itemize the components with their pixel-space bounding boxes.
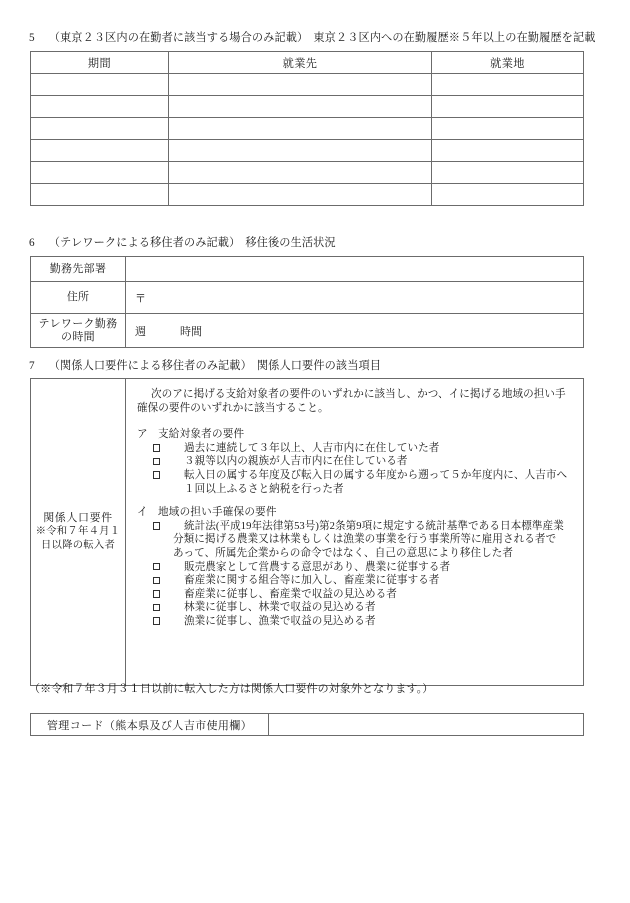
table-row [31,379,584,686]
label-telework-hours-line1: テレワーク勤務 [38,317,118,330]
list-item[interactable] [137,615,573,629]
kankei-label-sub-line1: ※令和７年４月１ [35,526,121,537]
table-row [31,118,584,140]
column-header-workplace: 就業地 [432,52,584,74]
list-item[interactable] [137,455,573,469]
group-b-mark: イ [137,507,148,519]
value-admin-code[interactable] [269,714,584,736]
telework-hours-prefix: 週 [135,325,146,338]
item-line: 過去に連続して３年以上、人吉市内に在住していた者 [184,442,440,454]
item-line: 統計法(平成19年法律第53号)第2条第9項に規定する統計基準である日本標準産業 [184,520,564,532]
list-item[interactable] [137,588,573,602]
group-a-checkbox-list [137,442,573,496]
work-history-table [30,51,584,206]
table-row-address [31,282,584,314]
label-telework-hours [31,314,126,348]
value-work-department[interactable] [126,257,584,282]
table-row [31,140,584,162]
checkbox-icon[interactable] [153,444,160,451]
cell-period[interactable] [31,74,169,96]
section-6-number: 6 [29,237,35,249]
section-5-paren: （東京２３区内の在勤者に該当する場合のみ記載） [48,32,309,44]
cell-workplace[interactable] [432,140,584,162]
cell-period[interactable] [31,162,169,184]
cell-workplace[interactable] [432,184,584,206]
telework-living-table [30,256,584,348]
value-telework-hours[interactable] [126,314,584,348]
kankei-requirements-body [126,379,584,686]
label-kankei-jinko-requirement [31,379,126,686]
group-b-checkbox-list [137,520,573,629]
checkbox-icon[interactable] [153,563,160,570]
label-address: 住所 [31,282,126,314]
item-line: ３親等以内の親族が人吉市内に在住している者 [184,456,408,468]
section-7-number: 7 [29,360,35,372]
value-address[interactable]: 〒 [126,282,584,314]
cell-workplace[interactable] [432,74,584,96]
table-header-row [31,52,584,74]
checkbox-icon[interactable] [153,590,160,597]
group-b-title [137,506,573,520]
label-work-department: 勤務先部署 [31,257,126,282]
table-row [31,714,584,736]
cell-workplace[interactable] [432,118,584,140]
table-row-telework-hours [31,314,584,348]
group-a-mark: ア [137,429,148,441]
section-7-title: 関係人口要件の該当項目 [256,360,382,372]
admin-code-table [30,713,584,736]
checkbox-icon[interactable] [153,458,160,465]
cell-period[interactable] [31,140,169,162]
list-item[interactable] [137,601,573,615]
cell-employer[interactable] [169,96,432,118]
cell-period[interactable] [31,96,169,118]
cell-employer[interactable] [169,74,432,96]
cell-employer[interactable] [169,184,432,206]
section-6-paren: （テレワークによる移住者のみ記載） [48,237,241,249]
table-row [31,74,584,96]
item-line: 漁業に従事し、漁業で収益の見込める者 [184,615,376,627]
group-b-title-text: 地域の担い手確保の要件 [158,507,277,519]
cell-period[interactable] [31,118,169,140]
cell-workplace[interactable] [432,162,584,184]
label-telework-hours-line2: の時間 [61,330,95,343]
cell-employer[interactable] [169,118,432,140]
label-admin-code: 管理コード（熊本県及び人吉市使用欄） [31,714,269,736]
kankei-jinko-table [30,378,584,686]
checkbox-icon[interactable] [153,577,160,584]
item-line: 転入日の属する年度及び転入日の属する年度から遡って５か年度内に、人吉市へ [184,469,568,481]
section-6-title: 移住後の生活状況 [245,237,336,249]
list-item[interactable] [137,520,573,561]
list-item[interactable] [137,561,573,575]
cell-employer[interactable] [169,162,432,184]
list-item[interactable] [137,469,573,496]
checkbox-icon[interactable] [153,522,160,529]
section-7-paren: （関係人口要件による移住者のみ記載） [48,360,252,372]
list-item[interactable] [137,442,573,456]
cell-employer[interactable] [169,140,432,162]
item-line: １回以上ふるさと納税を行った者 [184,483,344,495]
section-5-title: 東京２３区内への在勤履歴※５年以上の在勤履歴を記載 [313,32,596,44]
item-line: 分類に掲げる農業又は林業もしくは漁業の事業を行う事業所等に雇用される者で [173,534,557,546]
group-a-title-text: 支給対象者の要件 [158,429,245,441]
group-a-title [137,428,573,442]
table-row [31,184,584,206]
kankei-label-sub-line2: 日以降の転入者 [40,540,116,551]
checkbox-icon[interactable] [153,604,160,611]
cell-period[interactable] [31,184,169,206]
item-line: 販売農家として営農する意思があり、農業に従事する者 [184,561,451,573]
section-6-heading [29,236,336,250]
section-5-number: 5 [29,32,35,44]
item-line: 畜産業に関する組合等に加入し、畜産業に従事する者 [184,575,440,587]
section-5-heading [29,31,596,45]
table-row-department [31,257,584,282]
table-row [31,96,584,118]
item-line: 畜産業に従事し、畜産業で収益の見込める者 [184,588,397,600]
column-header-period: 期間 [31,52,169,74]
telework-hours-suffix: 時間 [180,325,202,338]
item-line: 林業に従事し、林業で収益の見込める者 [184,602,376,614]
kankei-intro-text: 次のアに掲げる支給対象者の要件のいずれかに該当し、かつ、イに掲げる地域の担い手確保の要件のいずれかに該当すること。 [137,389,566,414]
checkbox-icon[interactable] [153,471,160,478]
section-7-heading [29,359,381,373]
kankei-jinko-note: （※令和７年３月３１日以前に転入した方は関係人口要件の対象外となります。） [29,683,434,695]
table-row [31,162,584,184]
checkbox-icon[interactable] [153,617,160,624]
cell-workplace[interactable] [432,96,584,118]
kankei-label-main: 関係人口要件 [43,512,113,524]
column-header-employer: 就業先 [169,52,432,74]
item-line: あって、所属先企業からの命令ではなく、自己の意思により移住した者 [173,547,514,559]
list-item[interactable] [137,574,573,588]
